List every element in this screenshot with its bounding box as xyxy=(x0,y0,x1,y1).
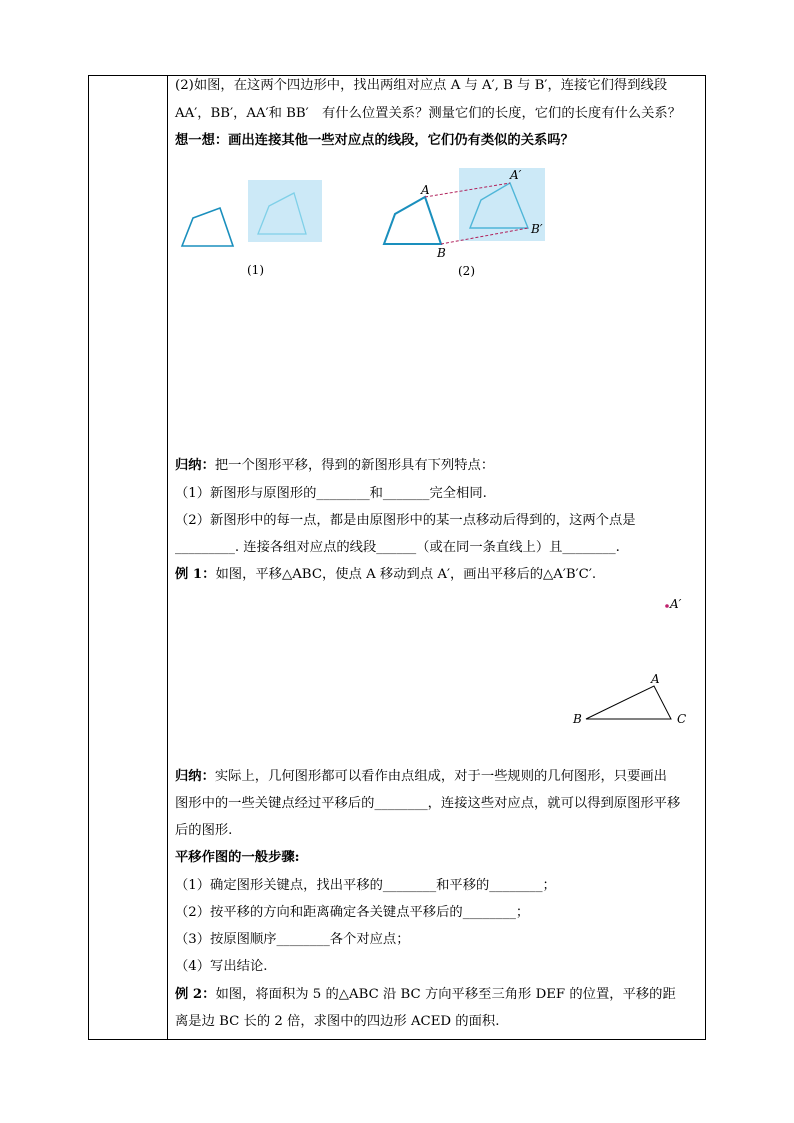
example1-point-C: C xyxy=(677,712,687,726)
steps-item4: （4）写出结论. xyxy=(175,959,268,974)
figure-2-label: (2) xyxy=(458,264,475,278)
figure-2-original-quad xyxy=(384,197,441,244)
example1-svg xyxy=(560,598,700,728)
summary2-line1: 归纳：实际上，几何图形都可以看作由点组成，对于一些规则的几何图形，只要画出 xyxy=(175,769,667,784)
example2-line2: 离是边 BC 长的 2 倍，求图中的四边形 ACED 的面积. xyxy=(175,1014,500,1029)
steps-item3: （3）按原图顺序________各个对应点； xyxy=(175,932,410,947)
steps-item2: （2）按平移的方向和距离确定各关键点平移后的________； xyxy=(175,905,530,920)
example2-line1: 例 2：如图，将面积为 5 的△ABC 沿 BC 方向平移至三角形 DEF 的位置，平移的距 xyxy=(175,987,676,1002)
figure-1-label: (1) xyxy=(247,263,264,277)
example1-text: 例 1：如图，平移△ABC，使点 A 移动到点 A′，画出平移后的△A′B′C′. xyxy=(175,567,597,582)
figure-2-svg xyxy=(380,168,550,248)
steps-title: 平移作图的一般步骤: xyxy=(175,850,300,865)
example1-point-A-prime: A′ xyxy=(670,597,682,611)
figure-1-original-quad xyxy=(182,208,233,246)
example1-point-B: B xyxy=(573,712,582,726)
think-prompt: 想一想：画出连接其他一些对应点的线段，它们仍有类似的关系吗？ xyxy=(175,133,574,148)
part2-line2: AA′，BB′，AA′和 BB′ 有什么位置关系？测量它们的长度，它们的长度有什么关系？ xyxy=(175,106,682,121)
part2-line1: (2)如图，在这两个四边形中，找出两组对应点 A 与 A′, B 与 B′，连接它们得到线段 xyxy=(175,78,668,93)
summary1-item1: （1）新图形与原图形的________和_______完全相同. xyxy=(175,486,487,501)
figure-2-point-B-prime: B′ xyxy=(531,222,543,236)
figure-1-svg xyxy=(180,178,340,248)
point-A-prime-dot xyxy=(665,604,669,608)
steps-item1: （1）确定图形关键点，找出平移的________和平移的________； xyxy=(175,878,556,893)
column-divider xyxy=(167,75,168,1040)
summary2-line3: 后的图形. xyxy=(175,823,233,838)
figure-2-point-B: B xyxy=(437,246,446,260)
figure-2-point-A: A xyxy=(421,183,430,197)
triangle-ABC xyxy=(586,686,671,719)
summary1-item2a: （2）新图形中的每一点，都是由原图形中的某一点移动后得到的，这两个点是 xyxy=(175,513,636,528)
summary1-item2b: _________. 连接各组对应点的线段______（或在同一条直线上）且________. xyxy=(175,540,620,555)
figure-2-point-A-prime: A′ xyxy=(510,168,522,182)
summary1-title: 归纳：把一个图形平移，得到的新图形具有下列特点： xyxy=(175,458,495,473)
summary2-line2: 图形中的一些关键点经过平移后的________，连接这些对应点，就可以得到原图形平移 xyxy=(175,796,681,811)
example1-point-A: A xyxy=(651,672,660,686)
